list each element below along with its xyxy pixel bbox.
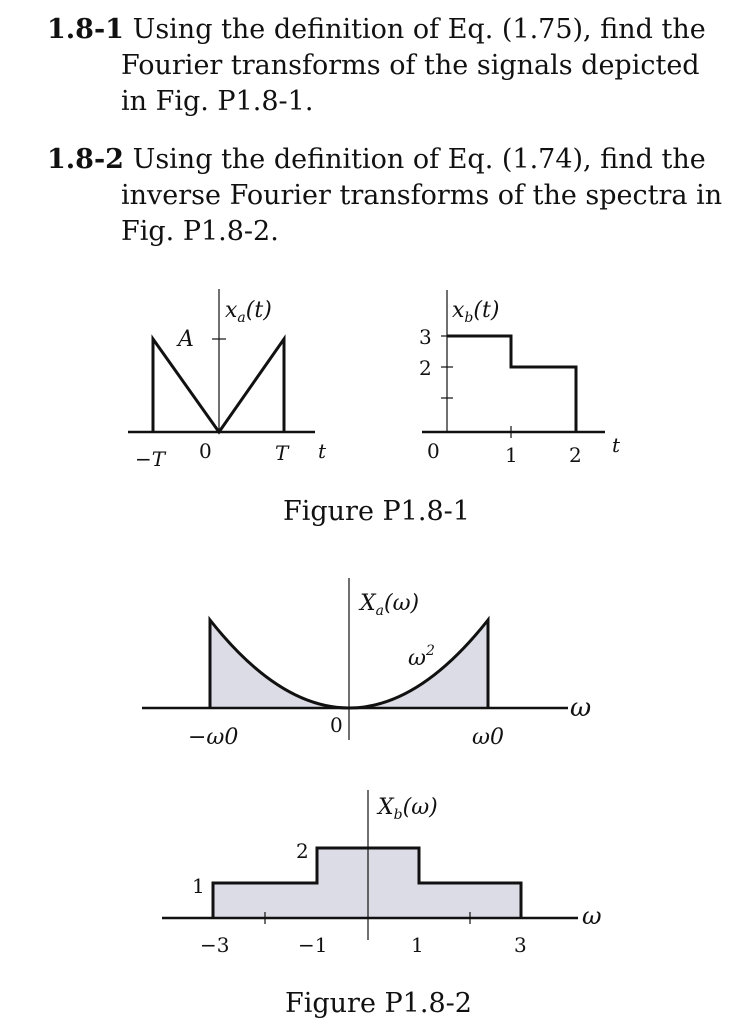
figure-p1-8-1-a (128, 289, 315, 432)
problem-text-line: Fourier transforms of the signals depicted (121, 50, 700, 81)
x-tick-label: 0 (330, 713, 343, 737)
signal-xb (447, 336, 576, 432)
problem-text-line: Fig. P1.8-2. (121, 216, 279, 247)
x-axis-label: t (318, 439, 327, 463)
figure-p1-8-2-b (162, 790, 578, 940)
x-axis-label: ω (570, 693, 592, 723)
problem-number: 1.8-2 (47, 144, 124, 175)
y-tick-label: 2 (296, 839, 309, 863)
x-tick-label: −1 (298, 933, 328, 957)
x-tick-label: T (275, 441, 289, 465)
problem-text-line: in Fig. P1.8-1. (121, 86, 314, 117)
y-tick-label: A (178, 327, 194, 352)
x-tick-label: 0 (427, 439, 440, 463)
problem-text-line: Using the definition of Eq. (1.75), find the (132, 14, 706, 45)
figure-p1-8-2-a (142, 578, 568, 740)
y-tick-label: 3 (419, 325, 432, 349)
plot-label-Xb: $X_b(\omega)$ (378, 795, 438, 823)
x-tick-label: −ω0 (188, 725, 239, 750)
figure-caption-p1-8-1: Figure P1.8-1 (283, 496, 470, 527)
x-tick-label: 1 (505, 443, 518, 467)
problem-text-line: Using the definition of Eq. (1.74), find the (132, 144, 706, 175)
x-tick-label: 0 (199, 439, 212, 463)
figure-caption-p1-8-2: Figure P1.8-2 (285, 988, 472, 1019)
curve-label-omega-squared: $\omega^2$ (408, 643, 435, 671)
x-tick-label: −3 (200, 933, 230, 957)
problem-text-line: inverse Fourier transforms of the spectra in (121, 180, 723, 211)
y-tick-label: 1 (192, 874, 205, 898)
x-tick-label: ω0 (472, 725, 504, 750)
figure-p1-8-1-b (422, 290, 605, 438)
x-axis-label: ω (582, 902, 602, 930)
x-axis-label: t (612, 433, 621, 457)
plot-label-Xa: $X_a(\omega)$ (360, 591, 420, 619)
plot-label-xb: $x_b(t)$ (452, 298, 500, 326)
plot-label-xa: $x_a(t)$ (225, 298, 272, 326)
x-tick-label: 1 (411, 933, 424, 957)
x-tick-label: 2 (569, 443, 582, 467)
x-tick-label: −T (135, 447, 166, 471)
problem-number: 1.8-1 (47, 14, 124, 45)
y-tick-label: 2 (419, 356, 432, 380)
x-tick-label: 3 (514, 933, 527, 957)
